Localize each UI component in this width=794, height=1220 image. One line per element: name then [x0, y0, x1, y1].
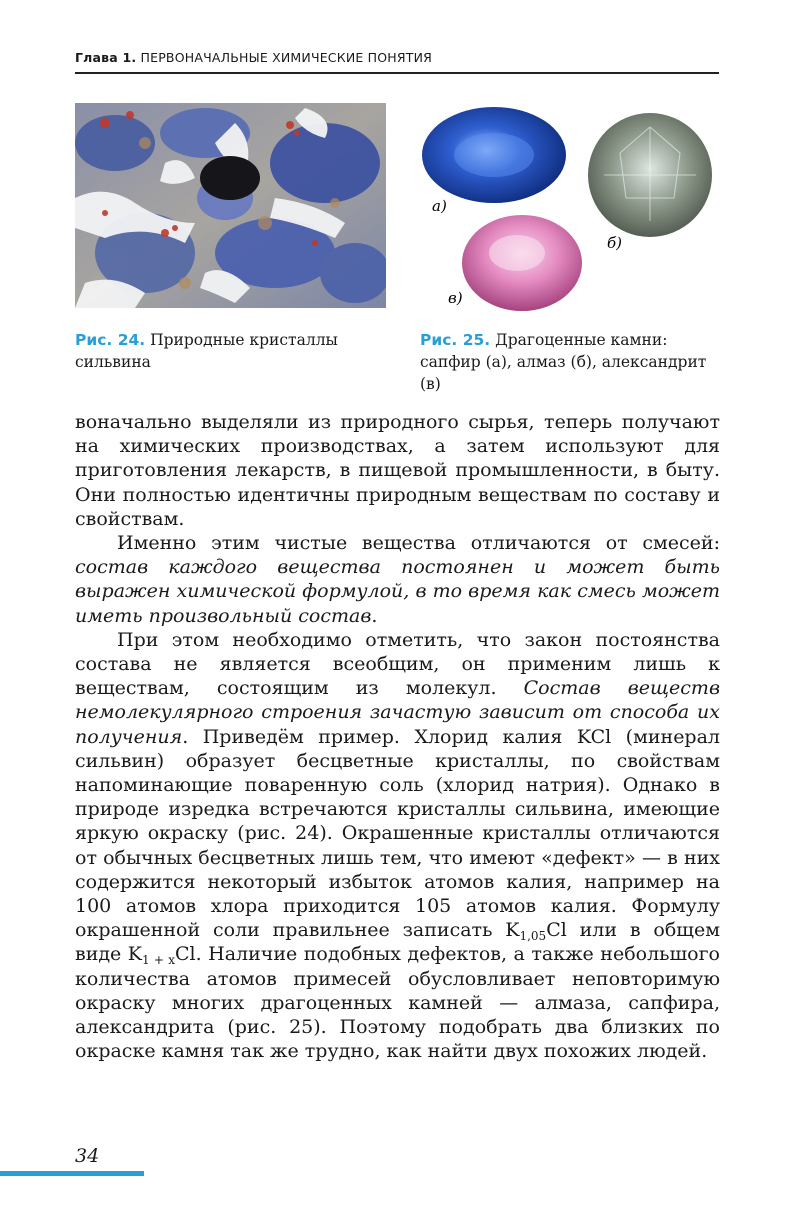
figure-25-label: Рис. 25.: [420, 331, 491, 349]
p3-mid2: Cl или в общем виде K: [75, 919, 720, 966]
chapter-title: ПЕРВОНАЧАЛЬНЫЕ ХИМИЧЕСКИЕ ПОНЯТИЯ: [140, 50, 433, 65]
p3-italic: Состав веществ немолекулярного строения зачастую зависит от способа их получения: [75, 677, 720, 748]
figure-24-caption-text: Природные кристаллы сильвина: [75, 331, 338, 371]
page-accent-bar: [0, 1171, 144, 1176]
p3-start: При этом необходимо отметить, что закон постоянства состава не является всеобщим, он применим лишь к веществам, состоящим из молекул.: [75, 628, 720, 700]
label-v: в): [448, 289, 463, 307]
subscript-1: 1,05: [519, 929, 547, 944]
subscript-2: 1 + x: [142, 953, 175, 968]
label-a: а): [432, 197, 447, 215]
p2-italic: состав каждого вещества постоянен и может быть выражен химической формулой, в то время как смесь может иметь произвольный состав: [75, 556, 720, 627]
figure-24-sylvite-photo: [75, 103, 386, 308]
figure-24-label: Рис. 24.: [75, 331, 146, 349]
p3-mid: . Приведём пример. Хлорид калия KCl (минерал сильвин) образует бесцветные кристаллы, по свойствам напоминающие поваренную соль (хлорид натрия). Однако в природе изредка встречаются кристаллы сильвина, имеющие яркую окраску (рис. 24). Окрашенные кристаллы отличаются от обычных бесцветных лишь тем, что имеют «дефект» — в них содержится некоторый избыток атомов калия, например на 100 атомов хлора приходится 105 атомов калия. Формулу окрашенной соли правильнее записать K: [75, 725, 720, 942]
page-number: 34: [75, 1145, 100, 1167]
paragraph-3: [75, 628, 720, 1064]
p2-end: .: [371, 604, 378, 627]
p2-start: Именно этим чистые вещества отличаются от смесей:: [117, 532, 720, 555]
paragraph-1: воначально выделяли из природного сырья, теперь получают на химических производствах, а затем используют для приготовления лекарств, в пищевой промышленности, в быту. Они полностью идентичны природным веществам по составу и свойствам.: [75, 411, 720, 530]
label-b: б): [607, 234, 623, 252]
figure-25-caption: [420, 329, 720, 395]
figure-24-caption: [75, 329, 395, 373]
chapter-header: [75, 50, 719, 74]
chapter-number: Глава 1.: [75, 50, 137, 65]
figure-25-gemstones: [412, 103, 720, 315]
figure-25-caption-text: Драгоценные камни: сапфир (а), алмаз (б), александрит (в): [420, 331, 707, 393]
p3-end: Cl. Наличие подобных дефектов, а также небольшого количества атомов примесей обусловливает неповторимую окраску многих драгоценных камней — алмаза, сапфира, александрита (рис. 25). Поэтому подобрать два близких по окраске камня так же трудно, как найти двух похожих людей.: [75, 943, 720, 1063]
paragraph-2: [75, 531, 720, 628]
body-text: [75, 410, 720, 1063]
